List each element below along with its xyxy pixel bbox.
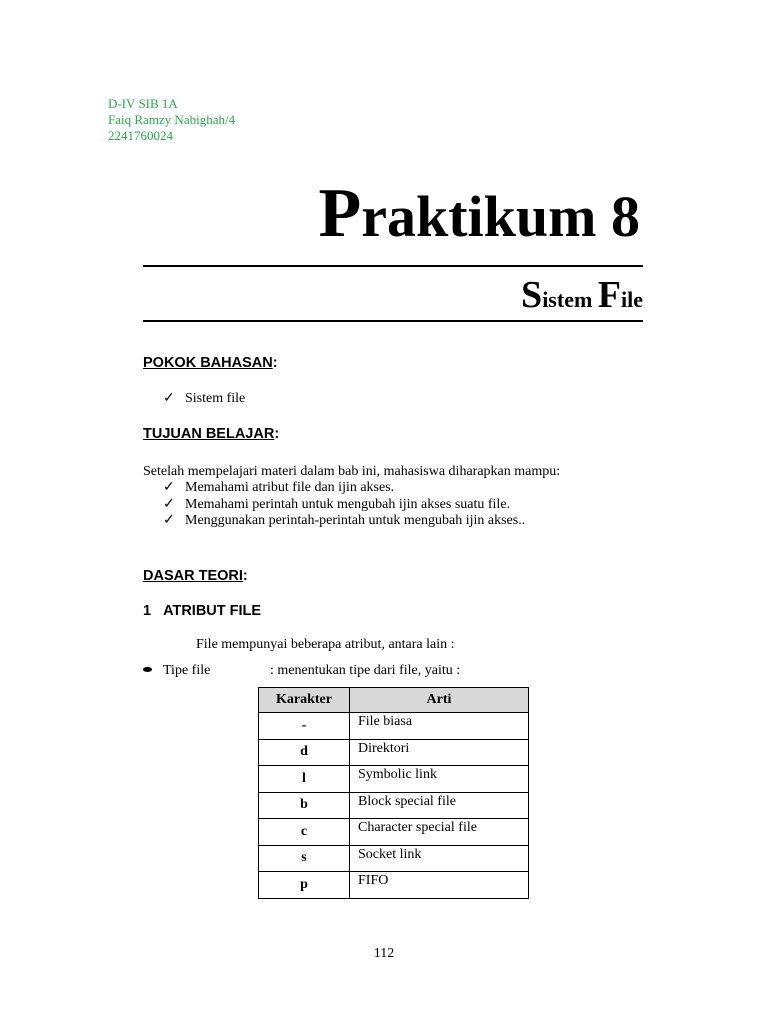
table-row bbox=[259, 766, 529, 793]
page-title bbox=[318, 176, 640, 255]
heading-text: TUJUAN BELAJAR bbox=[143, 426, 275, 442]
title-first-letter: P bbox=[318, 175, 362, 252]
author-name: Faiq Ramzy Nabighah/4 bbox=[108, 112, 236, 127]
table-row bbox=[259, 792, 529, 819]
list-item-text: Menggunakan perintah-perintah untuk mengubah ijin akses.. bbox=[185, 513, 526, 528]
title-rest: raktikum 8 bbox=[361, 184, 640, 249]
table-row bbox=[259, 819, 529, 846]
heading-dasar-teori: DASAR TEORI: bbox=[143, 568, 248, 584]
subtitle-rest-1: istem bbox=[542, 287, 593, 312]
heading-pokok-bahasan: POKOK BAHASAN: bbox=[143, 355, 278, 371]
table-cell-arti: Block special file bbox=[350, 792, 529, 819]
bullet-description: : menentukan tipe dari file, yaitu : bbox=[270, 663, 461, 678]
list-item bbox=[163, 390, 245, 407]
section-heading-atribut-file bbox=[143, 603, 261, 619]
table-cell-karakter: - bbox=[259, 713, 350, 740]
list-item bbox=[163, 479, 394, 496]
list-item-text: Memahami perintah untuk mengubah ijin akses suatu file. bbox=[185, 497, 511, 512]
table-row bbox=[259, 739, 529, 766]
table-cell-karakter: d bbox=[259, 739, 350, 766]
tujuan-intro: Setelah mempelajari materi dalam bab ini, mahasiswa diharapkan mampu: bbox=[143, 464, 561, 479]
bullet-icon bbox=[143, 667, 152, 672]
table-cell-arti: FIFO bbox=[350, 872, 529, 899]
title-divider-bottom bbox=[143, 320, 643, 322]
table-header-row bbox=[259, 688, 529, 713]
table-row bbox=[259, 872, 529, 899]
file-type-table bbox=[258, 687, 529, 899]
subtitle-cap-2: F bbox=[597, 274, 621, 316]
table-cell-arti: File biasa bbox=[350, 713, 529, 740]
list-item-text: Sistem file bbox=[185, 391, 246, 406]
title-divider-top bbox=[143, 265, 643, 267]
table-cell-karakter: l bbox=[259, 766, 350, 793]
checkmark-icon: ✓ bbox=[163, 480, 175, 495]
checkmark-icon: ✓ bbox=[163, 513, 175, 528]
subtitle-rest-2: ile bbox=[621, 287, 643, 312]
table-row bbox=[259, 845, 529, 872]
heading-text: POKOK BAHASAN bbox=[143, 355, 273, 371]
checkmark-icon: ✓ bbox=[163, 391, 175, 406]
checkmark-icon: ✓ bbox=[163, 497, 175, 512]
table-cell-karakter: p bbox=[259, 872, 350, 899]
list-item-text: Memahami atribut file dan ijin akses. bbox=[185, 480, 395, 495]
heading-text: DASAR TEORI bbox=[143, 568, 243, 584]
list-item bbox=[163, 496, 510, 513]
subtitle-cap-1: S bbox=[521, 274, 543, 316]
bullet-label: Tipe file bbox=[163, 663, 211, 678]
list-item bbox=[163, 512, 525, 529]
table-header-karakter: Karakter bbox=[259, 688, 350, 713]
table-cell-karakter: s bbox=[259, 845, 350, 872]
page-number: 112 bbox=[373, 946, 395, 961]
table-row bbox=[259, 713, 529, 740]
table-cell-arti: Character special file bbox=[350, 819, 529, 846]
table-cell-karakter: c bbox=[259, 819, 350, 846]
table-cell-arti: Symbolic link bbox=[350, 766, 529, 793]
heading-tujuan-belajar: TUJUAN BELAJAR: bbox=[143, 426, 280, 442]
table-cell-arti: Direktori bbox=[350, 739, 529, 766]
author-info bbox=[108, 96, 235, 144]
atribut-intro: File mempunyai beberapa atribut, antara lain : bbox=[196, 637, 455, 652]
page-subtitle bbox=[521, 268, 643, 327]
table-cell-karakter: b bbox=[259, 792, 350, 819]
author-class: D-IV SIB 1A bbox=[108, 96, 178, 111]
table-header-arti: Arti bbox=[350, 688, 529, 713]
table-cell-arti: Socket link bbox=[350, 845, 529, 872]
section-number: 1 bbox=[143, 603, 152, 619]
author-id: 2241760024 bbox=[108, 128, 173, 143]
section-title: ATRIBUT FILE bbox=[163, 603, 262, 619]
